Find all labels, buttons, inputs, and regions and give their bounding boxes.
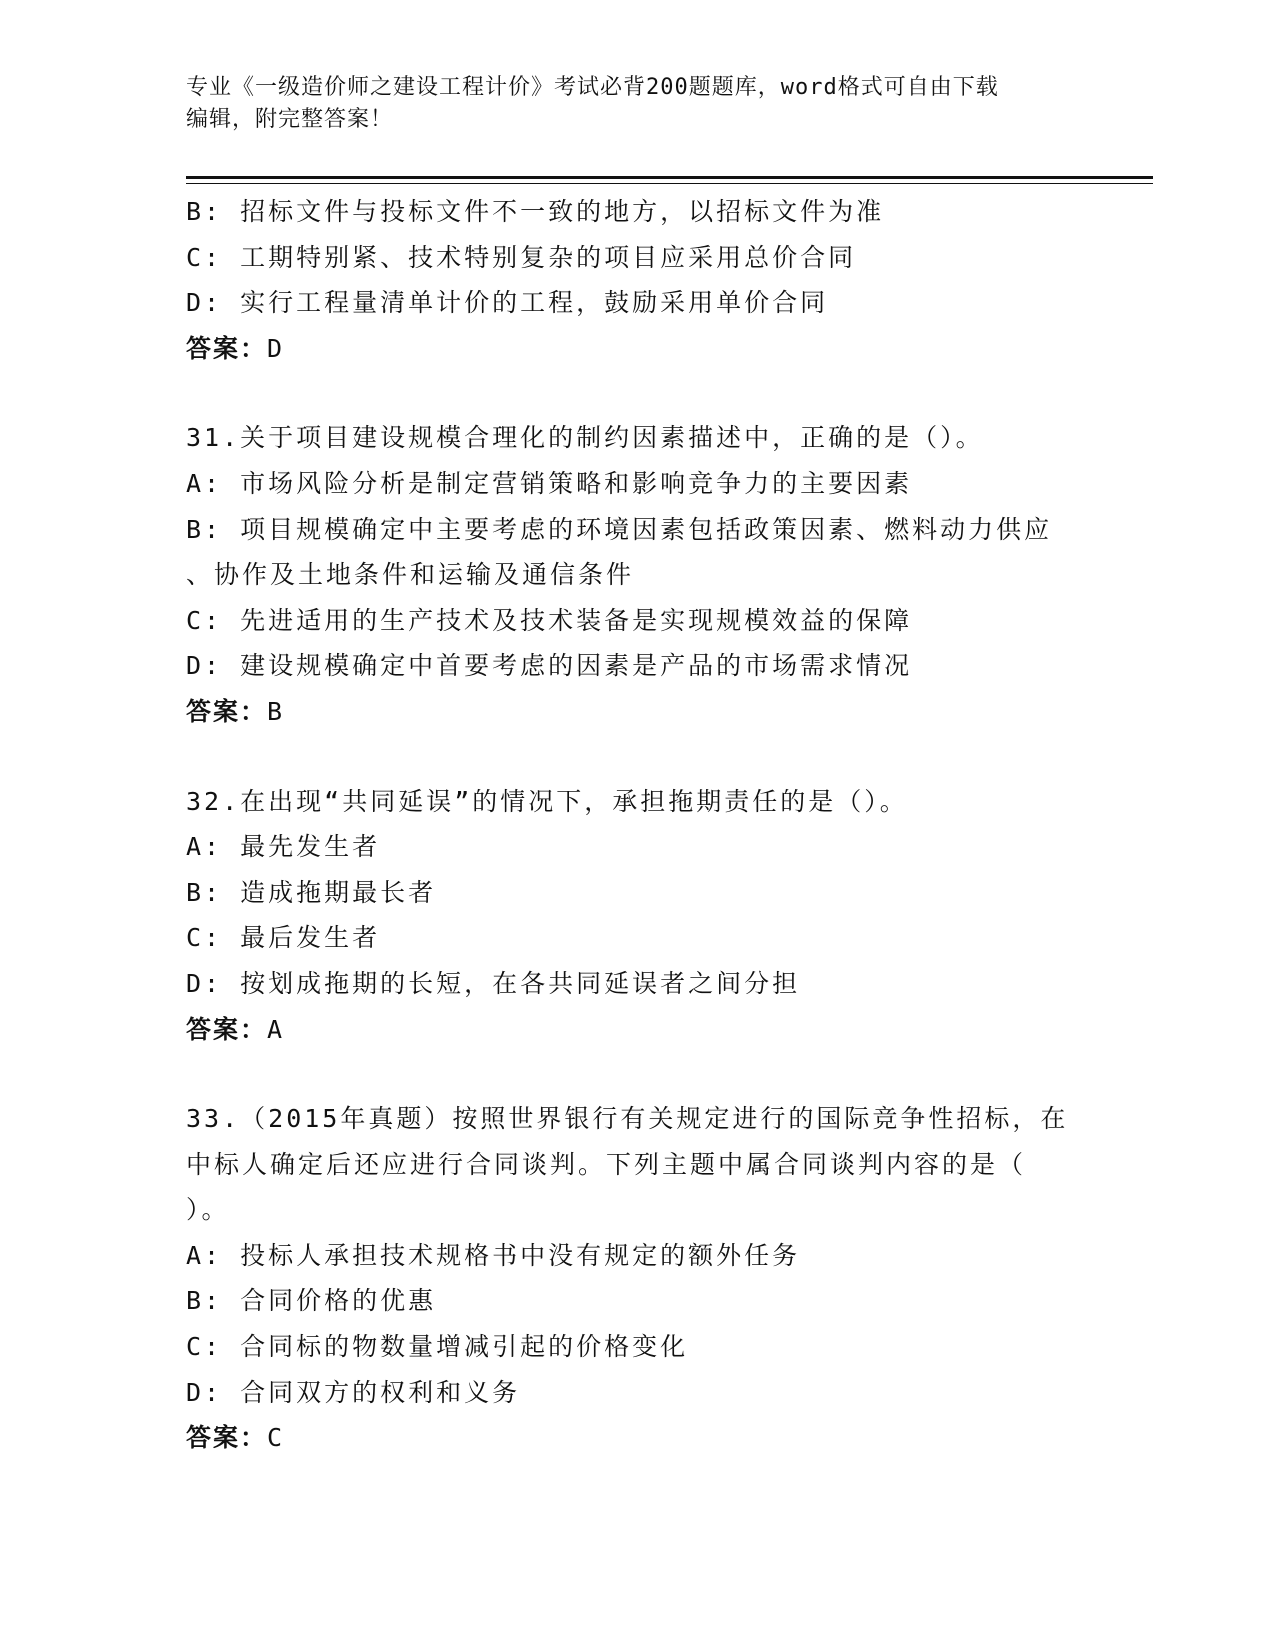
option-b: B: 造成拖期最长者 (186, 877, 437, 907)
option-c: C: 最后发生者 (186, 923, 381, 953)
option-b: B: 合同价格的优惠 (186, 1286, 437, 1316)
answer-value: C (267, 1423, 285, 1453)
question-31 (186, 415, 1086, 734)
option-d: D: 实行工程量清单计价的工程，鼓励采用单价合同 (186, 288, 829, 318)
answer-line (186, 326, 1086, 372)
question-stem-line-1: 33.（2015年真题）按照世界银行有关规定进行的国际竞争性招标，在 (186, 1104, 1069, 1134)
option-a: A: 市场风险分析是制定营销策略和影响竞争力的主要因素 (186, 468, 913, 498)
previous-question-tail (186, 189, 1086, 371)
answer-value: D (267, 333, 285, 363)
answer-label: 答案： (186, 1423, 268, 1453)
question-stem: 32.在出现“共同延误”的情况下，承担拖期责任的是（）。 (186, 786, 908, 816)
answer-line (186, 1007, 1086, 1053)
option-a: A: 投标人承担技术规格书中没有规定的额外任务 (186, 1240, 801, 1270)
option-a: A: 最先发生者 (186, 832, 381, 862)
option-b-continued: 、协作及土地条件和运输及通信条件 (186, 560, 635, 590)
answer-value: B (267, 696, 285, 726)
answer-value: A (267, 1014, 285, 1044)
option-d: D: 按划成拖期的长短，在各共同延误者之间分担 (186, 968, 801, 998)
option-b: B: 项目规模确定中主要考虑的环境因素包括政策因素、燃料动力供应 (186, 514, 1053, 544)
answer-label: 答案： (186, 1014, 268, 1044)
answer-line (186, 1415, 1086, 1461)
option-b: B: 招标文件与投标文件不一致的地方，以招标文件为准 (186, 197, 885, 226)
header-rule-thin (186, 183, 1153, 184)
question-content (186, 189, 1086, 1461)
option-c: C: 合同标的物数量增减引起的价格变化 (186, 1332, 689, 1362)
header-rule-thick (186, 176, 1153, 179)
question-33 (186, 1096, 1086, 1461)
document-header (186, 72, 1066, 136)
option-c: C: 工期特别紧、技术特别复杂的项目应采用总价合同 (186, 242, 857, 272)
question-32 (186, 779, 1086, 1053)
header-line-1: 专业《一级造价师之建设工程计价》考试必背200题题库，word格式可自由下载 (186, 75, 999, 100)
answer-label: 答案： (186, 333, 268, 363)
option-d: D: 建设规模确定中首要考虑的因素是产品的市场需求情况 (186, 651, 913, 681)
question-stem-line-2: 中标人确定后还应进行合同谈判。下列主题中属合同谈判内容的是（ (186, 1149, 1027, 1179)
option-d: D: 合同双方的权利和义务 (186, 1377, 521, 1407)
option-c: C: 先进适用的生产技术及技术装备是实现规模效益的保障 (186, 605, 913, 635)
question-stem-line-3: ）。 (186, 1195, 230, 1225)
question-stem: 31.关于项目建设规模合理化的制约因素描述中，正确的是（）。 (186, 423, 984, 453)
answer-line (186, 689, 1086, 735)
answer-label: 答案： (186, 696, 268, 726)
header-line-2: 编辑，附完整答案！ (186, 107, 394, 132)
